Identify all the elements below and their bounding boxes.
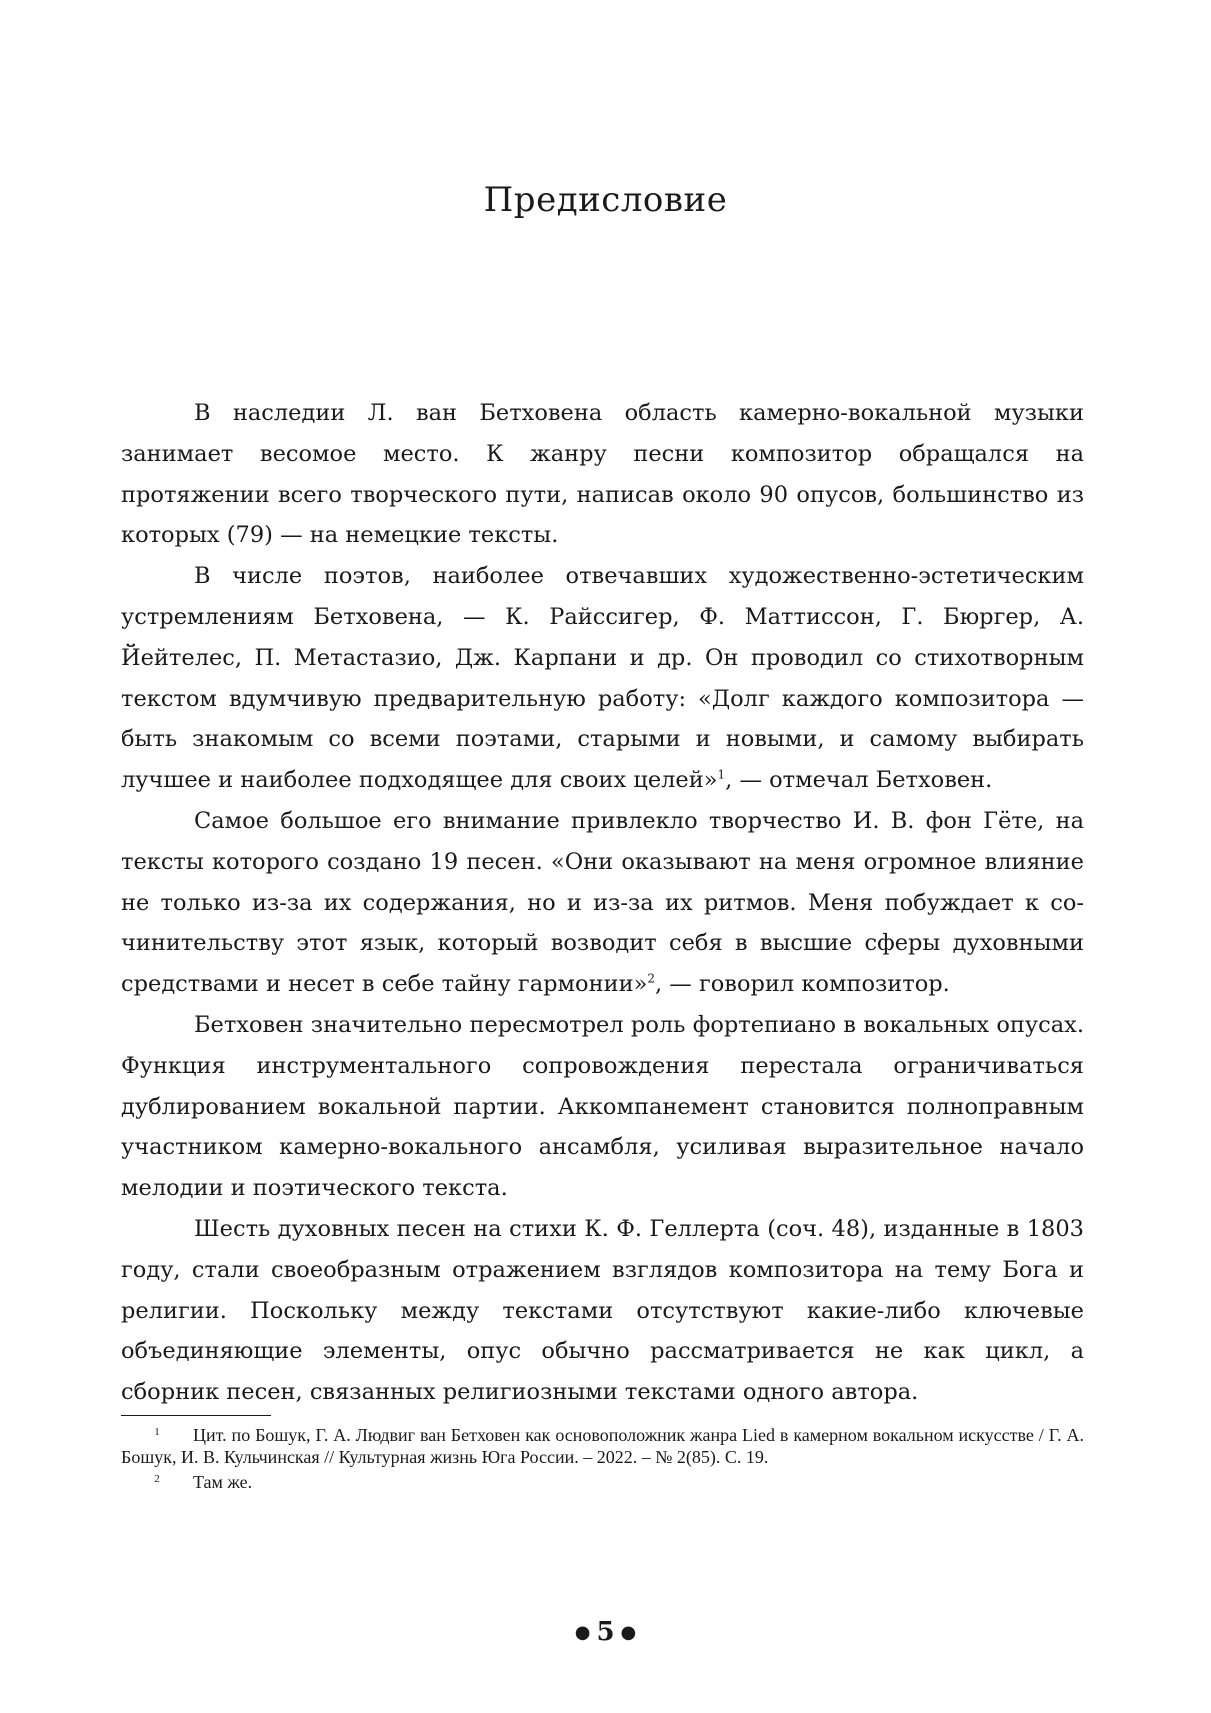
main-text xyxy=(121,393,1084,1413)
paragraph-5: Шесть духовных песен на стихи К. Ф. Геллерта (соч. 48), изданные в 1803 году, стали своеобразным отражением взглядов композитора на тему Бога и религии. Поскольку между текстами отсутствуют какие-либо ключевые объединяющие элементы, опус обычно рассматривается не как цикл, а сборник песен, связанных религиозными текстами одного автора. xyxy=(121,1215,1084,1406)
footnote-2 xyxy=(121,1472,1084,1494)
footnote-number: 1 xyxy=(154,1426,160,1438)
footnote-text: Цит. по Бошук, Г. А. Людвиг ван Бетховен как основоположник жанра Lied в камерном вокальном искусстве / Г. А. Бошук, И. В. Кульчинская // Культурная жизнь Юга России. – 2022. – № 2(85). С. 19. xyxy=(121,1425,1084,1467)
page-title: Предисловие xyxy=(483,180,728,220)
bullet-icon: ● xyxy=(574,1622,591,1643)
page-number: ● 5 ● xyxy=(574,1617,637,1647)
paragraph-4: Бетховен значительно пересмотрел роль фортепиано в вокальных опусах. Функция инструментального сопровождения перестала ограничиваться дублированием вокальной партии. Аккомпанемент становится полноправным участником камерно-вокального ансамбля, усиливая выразительное начало мелодии и поэтического текста. xyxy=(121,1011,1084,1202)
footnote-number: 2 xyxy=(154,1473,160,1485)
paragraph-2: В числе поэтов, наиболее отвечавших художественно-эстетическим устремлениям Бетховена, — К. Райссигер, Ф. Маттиссон, Г. Бюргер, А. Йейтелес, П. Метастазио, Дж. Карпани и др. Он проводил со стихотворным текстом вдумчивую предварительную работу: «Долг каждого композитора — быть знакомым со всеми поэтами, старыми и новыми, и самому выбирать лучшее и наиболее подходящее для своих целей»$^1$, — отмечал Бетховен. xyxy=(121,563,1084,794)
footnotes xyxy=(121,1425,1084,1498)
footnote-ref-2[interactable]: 2 xyxy=(647,971,655,986)
paragraph-3: Самое большое его внимание привлекло творчество И. В. фон Гёте, на тексты которого создано 19 песен. «Они оказывают на меня огромное влияние не только из-за их содержания, но и из-за их ритмов. Меня побуждает к сочинительству этот язык, который возводит себя в высшие сферы духовными средствами и несет в себе тайну гармонии»$^2$, — говорил композитор. xyxy=(121,807,1084,998)
footnote-text: Там же. xyxy=(193,1472,253,1492)
footnote-1 xyxy=(121,1425,1084,1468)
footnote-divider xyxy=(121,1415,271,1416)
footnote-ref-1[interactable]: 1 xyxy=(717,767,726,782)
paragraph-1: В наследии Л. ван Бетховена область камерно-вокальной музыки занимает весомое место. К жанру песни композитор обращался на протяжении всего творческого пути, написав около 90 опусов, большинство из которых (79) — на немецкие тексты. xyxy=(121,400,1084,549)
bullet-icon: ● xyxy=(620,1622,637,1643)
